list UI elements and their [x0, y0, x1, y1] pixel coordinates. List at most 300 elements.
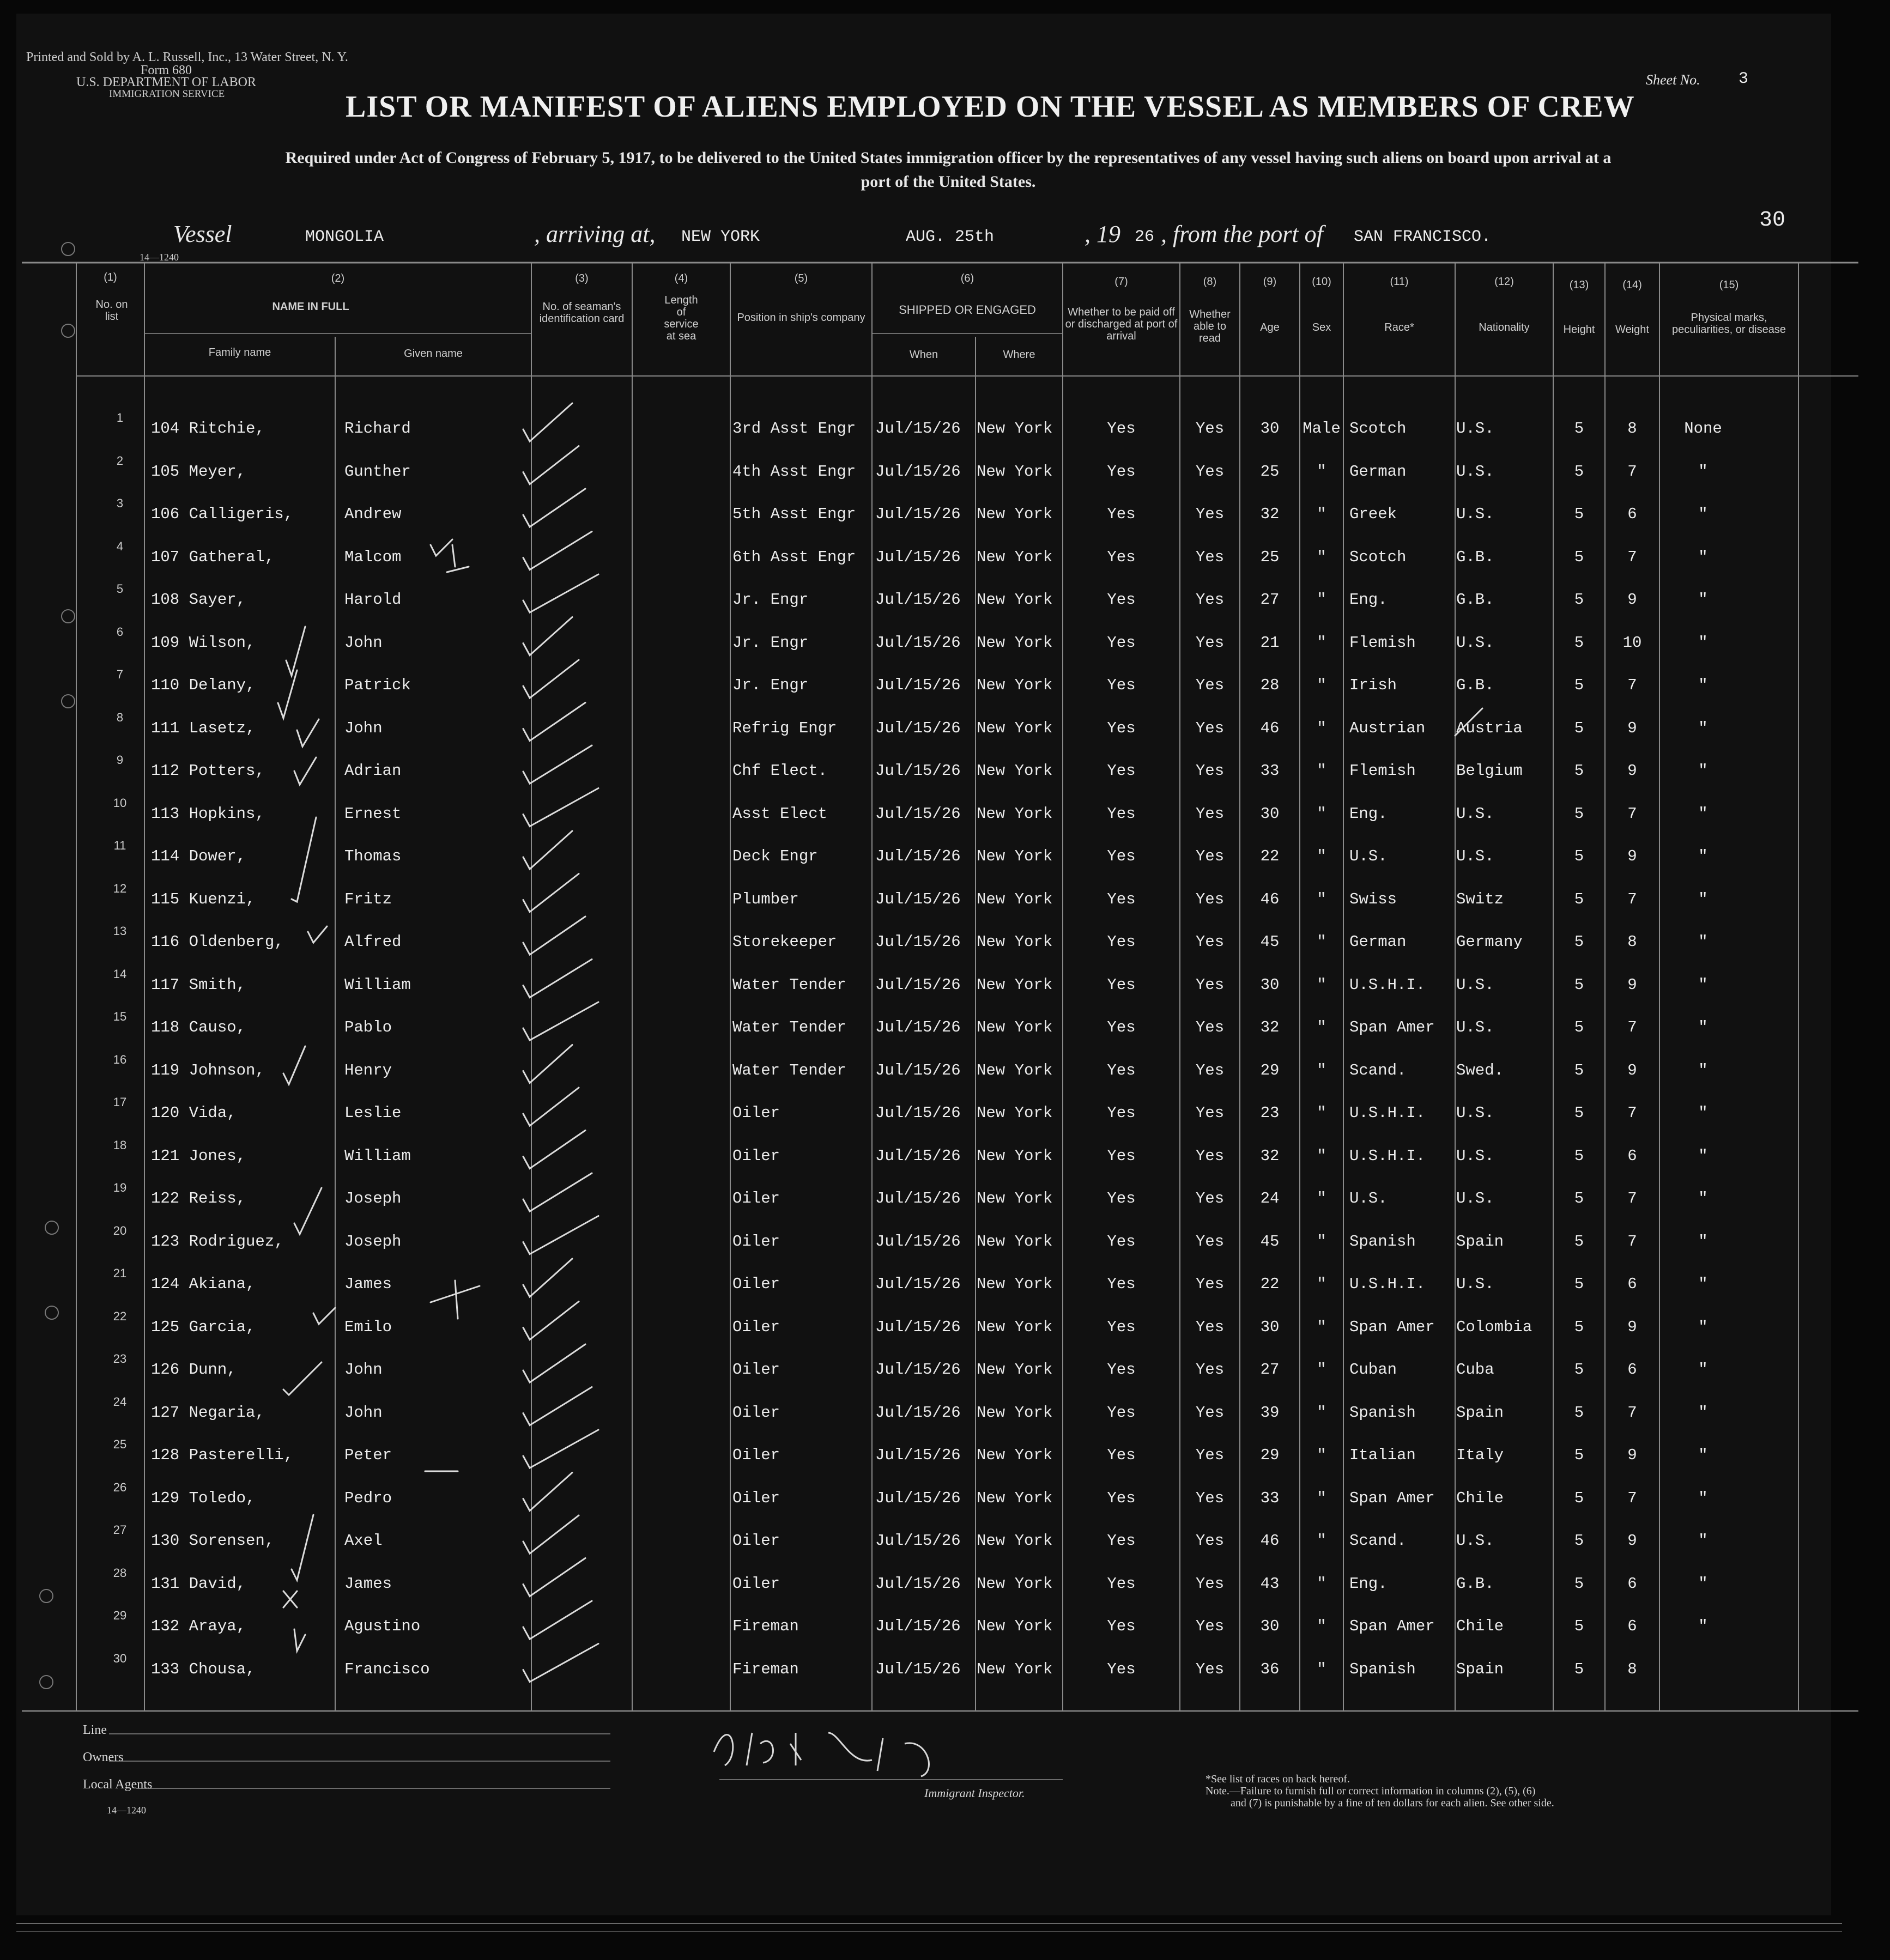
family-name-cell: 107 Gatheral, — [151, 548, 275, 566]
paid-off-cell: Yes — [1107, 1361, 1136, 1379]
given-name-cell: William — [344, 975, 411, 994]
service-name: IMMIGRATION SERVICE — [109, 88, 225, 100]
given-name-cell: John — [344, 1361, 383, 1379]
paid-off-cell: Yes — [1107, 1403, 1136, 1422]
weight-cell: 7 — [1627, 548, 1637, 566]
row-number: 28 — [113, 1565, 127, 1580]
given-name-cell: William — [344, 1146, 411, 1165]
physical-marks-cell: " — [1698, 1361, 1708, 1379]
able-to-read-cell: Yes — [1195, 1146, 1225, 1165]
shipped-when-cell: Jul/15/26 — [875, 548, 961, 566]
row-number: 2 — [116, 453, 124, 468]
shipped-when-cell: Jul/15/26 — [875, 1104, 961, 1122]
weight-cell: 7 — [1627, 804, 1637, 823]
row-number: 8 — [116, 710, 124, 724]
physical-marks-cell: " — [1698, 975, 1708, 994]
age-cell: 46 — [1260, 719, 1280, 737]
age-cell: 29 — [1260, 1446, 1280, 1464]
row-number: 9 — [116, 753, 124, 767]
family-name-cell: 131 David, — [151, 1574, 246, 1593]
nationality-cell: U.S. — [1456, 1275, 1494, 1293]
weight-cell: 9 — [1627, 762, 1637, 780]
weight-cell: 10 — [1622, 633, 1642, 652]
age-cell: 39 — [1260, 1403, 1280, 1422]
row-number: 22 — [113, 1309, 127, 1323]
binder-hole — [61, 609, 75, 623]
able-to-read-cell: Yes — [1195, 1574, 1225, 1593]
sheet-number: 3 — [1738, 70, 1749, 88]
physical-marks-cell: " — [1698, 1018, 1708, 1036]
col5-num: (5) — [794, 272, 808, 284]
col4-label: Length of service at sea — [664, 294, 699, 342]
age-cell: 45 — [1260, 1232, 1280, 1251]
arriving-port: NEW YORK — [681, 228, 760, 246]
able-to-read-cell: Yes — [1195, 1361, 1225, 1379]
paid-off-cell: Yes — [1107, 1232, 1136, 1251]
row-number: 19 — [113, 1181, 127, 1194]
sex-cell: " — [1317, 1232, 1326, 1251]
shipped-when-cell: Jul/15/26 — [875, 591, 961, 609]
family-name-cell: 132 Araya, — [151, 1617, 246, 1635]
shipped-where-cell: New York — [977, 933, 1053, 951]
age-cell: 30 — [1260, 1617, 1280, 1635]
race-cell: Spanish — [1349, 1232, 1416, 1251]
height-cell: 5 — [1574, 633, 1584, 652]
family-name-cell: 111 Lasetz, — [151, 719, 256, 737]
shipped-where-cell: New York — [977, 420, 1053, 438]
position-cell: 5th Asst Engr — [732, 505, 856, 523]
nationality-cell: Spain — [1456, 1660, 1504, 1678]
race-cell: U.S.H.I. — [1349, 975, 1426, 994]
col1-num: (1) — [104, 271, 117, 283]
position-cell: Oiler — [732, 1532, 780, 1550]
age-cell: 32 — [1260, 1146, 1280, 1165]
shipped-when-cell: Jul/15/26 — [875, 1318, 961, 1336]
shipped-when-cell: Jul/15/26 — [875, 1660, 961, 1678]
nationality-cell: Cuba — [1456, 1361, 1494, 1379]
weight-cell: 6 — [1627, 1361, 1637, 1379]
nationality-cell: U.S. — [1456, 975, 1494, 994]
age-cell: 28 — [1260, 676, 1280, 694]
paid-off-cell: Yes — [1107, 505, 1136, 523]
able-to-read-cell: Yes — [1195, 1660, 1225, 1678]
nationality-cell: U.S. — [1456, 1190, 1494, 1207]
height-cell: 5 — [1574, 1018, 1584, 1036]
row-number: 13 — [113, 924, 127, 938]
age-cell: 36 — [1260, 1660, 1280, 1678]
height-cell: 5 — [1574, 1403, 1584, 1422]
paid-off-cell: Yes — [1107, 676, 1136, 694]
shipped-when-cell: Jul/15/26 — [875, 505, 961, 523]
age-cell: 27 — [1260, 1361, 1280, 1379]
age-cell: 30 — [1260, 975, 1280, 994]
paid-off-cell: Yes — [1107, 847, 1136, 865]
given-name-cell: Joseph — [344, 1190, 402, 1207]
sex-cell: " — [1317, 975, 1326, 994]
col8-num: (8) — [1203, 276, 1217, 288]
line-label: Line — [83, 1723, 107, 1737]
row-number: 5 — [116, 582, 124, 596]
shipped-when-cell: Jul/15/26 — [875, 1018, 961, 1036]
able-to-read-cell: Yes — [1195, 933, 1225, 951]
height-cell: 5 — [1574, 1232, 1584, 1251]
race-cell: U.S. — [1349, 1190, 1388, 1207]
binder-hole — [61, 324, 75, 338]
age-cell: 22 — [1260, 847, 1280, 865]
nationality-cell: U.S. — [1456, 462, 1494, 481]
age-cell: 33 — [1260, 762, 1280, 780]
physical-marks-cell: " — [1698, 1318, 1708, 1336]
able-to-read-cell: Yes — [1195, 1061, 1225, 1079]
physical-marks-cell: " — [1698, 1104, 1708, 1122]
shipped-when-cell: Jul/15/26 — [875, 719, 961, 737]
physical-marks-cell: " — [1698, 1232, 1708, 1251]
physical-marks-cell: " — [1698, 462, 1708, 481]
binder-hole — [61, 694, 75, 708]
family-name-cell: 133 Chousa, — [151, 1660, 256, 1678]
sex-cell: " — [1317, 676, 1326, 694]
family-name-cell: 104 Ritchie, — [151, 420, 265, 438]
paid-off-cell: Yes — [1107, 719, 1136, 737]
physical-marks-cell: " — [1698, 1403, 1708, 1422]
sex-cell: " — [1317, 1146, 1326, 1165]
nationality-cell: Spain — [1456, 1403, 1504, 1422]
page-mark: 30 — [1759, 208, 1786, 233]
year-prefix: , 19 — [1085, 221, 1120, 247]
row-number: 30 — [113, 1651, 127, 1665]
row-number: 27 — [113, 1523, 127, 1537]
shipped-where-cell: New York — [977, 804, 1053, 823]
family-name-cell: 116 Oldenberg, — [151, 933, 284, 951]
shipped-where-cell: New York — [977, 505, 1053, 523]
race-cell: Eng. — [1349, 804, 1388, 823]
family-name-cell: 109 Wilson, — [151, 633, 256, 652]
family-name-cell: 114 Dower, — [151, 847, 246, 865]
race-cell: Span Amer — [1349, 1489, 1435, 1507]
nationality-cell: Chile — [1456, 1489, 1504, 1507]
paid-off-cell: Yes — [1107, 462, 1136, 481]
position-cell: Chf Elect. — [732, 762, 828, 780]
age-cell: 25 — [1260, 548, 1280, 566]
age-cell: 33 — [1260, 1489, 1280, 1507]
row-number: 10 — [113, 796, 127, 810]
sex-cell: " — [1317, 762, 1326, 780]
family-name-cell: 108 Sayer, — [151, 591, 246, 609]
from-port: SAN FRANCISCO. — [1354, 228, 1492, 246]
physical-marks-cell: " — [1698, 1532, 1708, 1550]
nationality-cell: G.B. — [1456, 548, 1494, 566]
age-cell: 30 — [1260, 1318, 1280, 1336]
position-cell: Storekeeper — [732, 933, 837, 951]
col8-label: Whether able to read — [1189, 308, 1231, 344]
weight-cell: 7 — [1627, 676, 1637, 694]
shipped-when-cell: Jul/15/26 — [875, 1446, 961, 1464]
physical-marks-cell: " — [1698, 548, 1708, 566]
age-cell: 22 — [1260, 1275, 1280, 1293]
sex-cell: Male — [1303, 420, 1341, 438]
given-name-cell: James — [344, 1275, 392, 1293]
family-name-cell: 110 Delany, — [151, 676, 256, 694]
able-to-read-cell: Yes — [1195, 548, 1225, 566]
weight-cell: 6 — [1627, 505, 1637, 523]
sex-cell: " — [1317, 1275, 1326, 1293]
col6-when: When — [909, 349, 938, 361]
nationality-cell: U.S. — [1456, 1532, 1494, 1550]
race-cell: Eng. — [1349, 591, 1388, 609]
given-name-cell: Alfred — [344, 933, 402, 951]
able-to-read-cell: Yes — [1195, 1617, 1225, 1635]
weight-cell: 7 — [1627, 462, 1637, 481]
binder-hole — [39, 1675, 53, 1689]
age-cell: 23 — [1260, 1104, 1280, 1122]
physical-marks-cell: " — [1698, 1190, 1708, 1207]
shipped-where-cell: New York — [977, 633, 1053, 652]
row-number: 18 — [113, 1138, 127, 1152]
height-cell: 5 — [1574, 1489, 1584, 1507]
shipped-when-cell: Jul/15/26 — [875, 676, 961, 694]
sex-cell: " — [1317, 804, 1326, 823]
height-cell: 5 — [1574, 1361, 1584, 1379]
age-cell: 29 — [1260, 1061, 1280, 1079]
able-to-read-cell: Yes — [1195, 1403, 1225, 1422]
form-number: Form 680 — [141, 63, 192, 77]
row-number: 6 — [116, 624, 124, 639]
given-name-cell: Pedro — [344, 1489, 392, 1507]
physical-marks-cell: " — [1698, 719, 1708, 737]
paid-off-cell: Yes — [1107, 1489, 1136, 1507]
physical-marks-cell: " — [1698, 1146, 1708, 1165]
race-cell: German — [1349, 933, 1407, 951]
col11-label: Race* — [1384, 321, 1414, 333]
age-cell: 46 — [1260, 890, 1280, 908]
weight-cell: 9 — [1627, 1318, 1637, 1336]
nationality-cell: U.S. — [1456, 633, 1494, 652]
shipped-where-cell: New York — [977, 1446, 1053, 1464]
position-cell: Asst Elect — [732, 804, 828, 823]
nationality-cell: Belgium — [1456, 762, 1523, 780]
arrival-date: AUG. 25th — [906, 228, 995, 246]
height-cell: 5 — [1574, 1532, 1584, 1550]
position-cell: 6th Asst Engr — [732, 548, 856, 566]
physical-marks-cell: " — [1698, 890, 1708, 908]
race-cell: Flemish — [1349, 633, 1416, 652]
physical-marks-cell: " — [1698, 1489, 1708, 1507]
col1-label: No. on list — [95, 299, 128, 323]
nationality-cell: G.B. — [1456, 1574, 1494, 1593]
weight-cell: 7 — [1627, 1489, 1637, 1507]
position-cell: Oiler — [732, 1446, 780, 1464]
col10-num: (10) — [1312, 276, 1331, 288]
position-cell: Water Tender — [732, 1018, 846, 1036]
given-name-cell: John — [344, 719, 383, 737]
sex-cell: " — [1317, 1574, 1326, 1593]
shipped-when-cell: Jul/15/26 — [875, 847, 961, 865]
weight-cell: 9 — [1627, 591, 1637, 609]
weight-cell: 7 — [1627, 890, 1637, 908]
given-name-cell: Henry — [344, 1061, 392, 1079]
col7-num: (7) — [1114, 276, 1128, 288]
physical-marks-cell: " — [1698, 804, 1708, 823]
race-cell: Span Amer — [1349, 1318, 1435, 1336]
able-to-read-cell: Yes — [1195, 1232, 1225, 1251]
position-cell: Oiler — [732, 1489, 780, 1507]
race-cell: Scand. — [1349, 1061, 1407, 1079]
sex-cell: " — [1317, 719, 1326, 737]
weight-cell: 8 — [1627, 933, 1637, 951]
shipped-where-cell: New York — [977, 1104, 1053, 1122]
position-cell: Oiler — [732, 1574, 780, 1593]
shipped-where-cell: New York — [977, 1018, 1053, 1036]
able-to-read-cell: Yes — [1195, 591, 1225, 609]
shipped-where-cell: New York — [977, 1146, 1053, 1165]
physical-marks-cell: " — [1698, 1275, 1708, 1293]
given-name-cell: Andrew — [344, 505, 402, 523]
physical-marks-cell: " — [1698, 762, 1708, 780]
paid-off-cell: Yes — [1107, 890, 1136, 908]
sex-cell: " — [1317, 1446, 1326, 1464]
paid-off-cell: Yes — [1107, 1275, 1136, 1293]
weight-cell: 9 — [1627, 975, 1637, 994]
family-name-cell: 120 Vida, — [151, 1104, 237, 1122]
weight-cell: 8 — [1627, 420, 1637, 438]
paid-off-cell: Yes — [1107, 1660, 1136, 1678]
family-name-cell: 122 Reiss, — [151, 1190, 246, 1207]
sex-cell: " — [1317, 847, 1326, 865]
family-name-cell: 106 Calligeris, — [151, 505, 294, 523]
able-to-read-cell: Yes — [1195, 975, 1225, 994]
nationality-cell: Chile — [1456, 1617, 1504, 1635]
physical-marks-cell: " — [1698, 505, 1708, 523]
height-cell: 5 — [1574, 719, 1584, 737]
row-number: 15 — [113, 1010, 127, 1023]
shipped-where-cell: New York — [977, 676, 1053, 694]
nationality-cell: G.B. — [1456, 676, 1494, 694]
family-name-cell: 128 Pasterelli, — [151, 1446, 294, 1464]
age-cell: 30 — [1260, 804, 1280, 823]
page-title: LIST OR MANIFEST OF ALIENS EMPLOYED ON THE VESSEL AS MEMBERS OF CREW — [346, 90, 1635, 124]
shipped-when-cell: Jul/15/26 — [875, 462, 961, 481]
col2-label: NAME IN FULL — [272, 301, 349, 313]
family-name-cell: 112 Potters, — [151, 762, 265, 780]
given-name-cell: James — [344, 1574, 392, 1593]
given-name-cell: Agustino — [344, 1617, 421, 1635]
height-cell: 5 — [1574, 420, 1584, 438]
row-number: 1 — [116, 411, 124, 424]
nationality-cell: U.S. — [1456, 1018, 1494, 1036]
family-name-cell: 105 Meyer, — [151, 462, 246, 481]
col12-label: Nationality — [1479, 321, 1530, 333]
race-cell: Flemish — [1349, 762, 1416, 780]
sex-cell: " — [1317, 1660, 1326, 1678]
col3-num: (3) — [575, 272, 589, 284]
height-cell: 5 — [1574, 462, 1584, 481]
arriving-label: , arriving at, — [534, 221, 656, 247]
race-cell: U.S.H.I. — [1349, 1104, 1426, 1122]
penalty-note-2: and (7) is punishable by a fine of ten dollars for each alien. See other side. — [1231, 1797, 1554, 1809]
row-number: 21 — [113, 1266, 127, 1280]
position-cell: Oiler — [732, 1232, 780, 1251]
position-cell: Oiler — [732, 1104, 780, 1122]
weight-cell: 7 — [1627, 1104, 1637, 1122]
paid-off-cell: Yes — [1107, 1446, 1136, 1464]
shipped-when-cell: Jul/15/26 — [875, 1190, 961, 1207]
weight-cell: 9 — [1627, 1532, 1637, 1550]
shipped-when-cell: Jul/15/26 — [875, 633, 961, 652]
height-cell: 5 — [1574, 1061, 1584, 1079]
shipped-when-cell: Jul/15/26 — [875, 1403, 961, 1422]
sex-cell: " — [1317, 1318, 1326, 1336]
col4-num: (4) — [674, 272, 688, 284]
sheet-label: Sheet No. — [1646, 72, 1700, 88]
col15-num: (15) — [1719, 279, 1739, 291]
able-to-read-cell: Yes — [1195, 1318, 1225, 1336]
nationality-cell: Italy — [1456, 1446, 1504, 1464]
from-label: , from the port of — [1161, 221, 1323, 247]
shipped-where-cell: New York — [977, 890, 1053, 908]
race-cell: Span Amer — [1349, 1617, 1435, 1635]
paid-off-cell: Yes — [1107, 1574, 1136, 1593]
shipped-where-cell: New York — [977, 548, 1053, 566]
nationality-cell: U.S. — [1456, 420, 1494, 438]
paid-off-cell: Yes — [1107, 1318, 1136, 1336]
family-name-cell: 119 Johnson, — [151, 1061, 265, 1079]
row-number: 23 — [113, 1352, 127, 1366]
col9-num: (9) — [1263, 276, 1277, 288]
binder-hole — [45, 1221, 59, 1235]
race-cell: Spanish — [1349, 1403, 1416, 1422]
able-to-read-cell: Yes — [1195, 1446, 1225, 1464]
paid-off-cell: Yes — [1107, 1061, 1136, 1079]
position-cell: Oiler — [732, 1403, 780, 1422]
height-cell: 5 — [1574, 847, 1584, 865]
weight-cell: 9 — [1627, 1061, 1637, 1079]
shipped-where-cell: New York — [977, 847, 1053, 865]
col7-label: Whether to be paid off or discharged at port of arrival — [1065, 306, 1178, 342]
col9-label: Age — [1260, 321, 1280, 333]
shipped-when-cell: Jul/15/26 — [875, 762, 961, 780]
age-cell: 21 — [1260, 633, 1280, 652]
sex-cell: " — [1317, 1361, 1326, 1379]
race-cell: Italian — [1349, 1446, 1416, 1464]
col2-given: Given name — [404, 348, 463, 360]
nationality-cell: Spain — [1456, 1232, 1504, 1251]
physical-marks-cell: None — [1684, 420, 1722, 438]
given-name-cell: Axel — [344, 1532, 383, 1550]
binder-hole — [39, 1589, 53, 1603]
family-name-cell: 117 Smith, — [151, 975, 246, 994]
weight-cell: 6 — [1627, 1617, 1637, 1635]
physical-marks-cell: " — [1698, 591, 1708, 609]
binder-hole — [61, 242, 75, 256]
height-cell: 5 — [1574, 1104, 1584, 1122]
shipped-where-cell: New York — [977, 462, 1053, 481]
physical-marks-cell: " — [1698, 1446, 1708, 1464]
nationality-cell: Swed. — [1456, 1061, 1504, 1079]
family-name-cell: 130 Sorensen, — [151, 1532, 275, 1550]
paid-off-cell: Yes — [1107, 1146, 1136, 1165]
shipped-where-cell: New York — [977, 1403, 1053, 1422]
position-cell: 4th Asst Engr — [732, 462, 856, 481]
given-name-cell: Thomas — [344, 847, 402, 865]
col2-family: Family name — [208, 347, 271, 359]
physical-marks-cell: " — [1698, 1574, 1708, 1593]
sex-cell: " — [1317, 505, 1326, 523]
age-cell: 25 — [1260, 462, 1280, 481]
height-cell: 5 — [1574, 676, 1584, 694]
paid-off-cell: Yes — [1107, 804, 1136, 823]
weight-cell: 7 — [1627, 1190, 1637, 1207]
given-name-cell: John — [344, 1403, 383, 1422]
